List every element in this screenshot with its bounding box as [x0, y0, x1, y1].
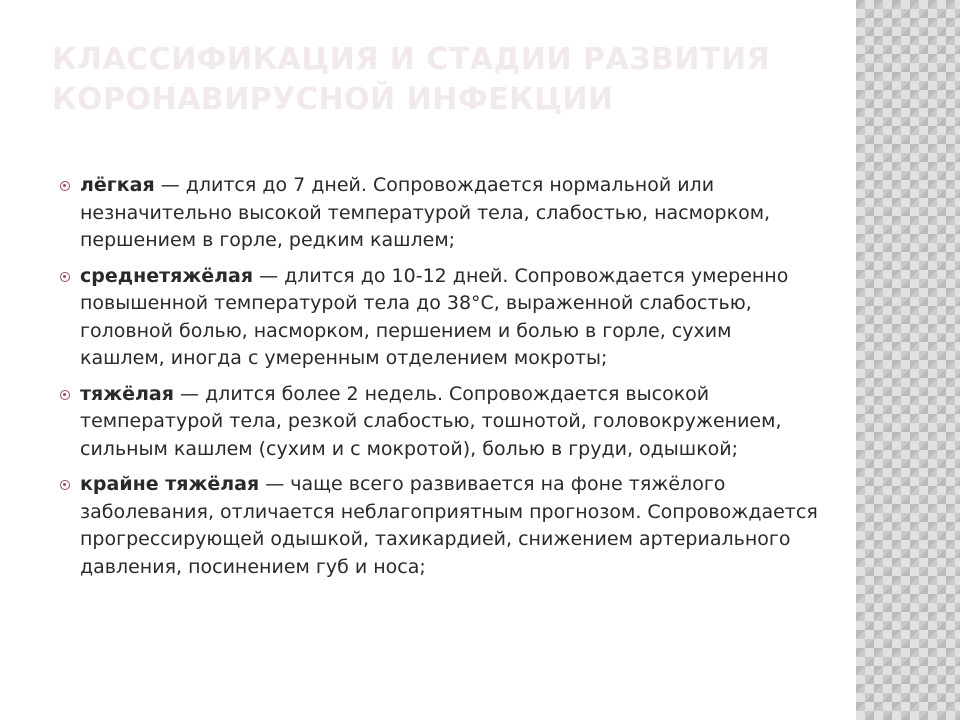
- slide-title: КЛАССИФИКАЦИЯ И СТАДИИ РАЗВИТИЯ КОРОНАВИРУСНОЙ ИНФЕКЦИИ: [52, 42, 771, 117]
- circle-bullet-icon: [60, 181, 70, 191]
- item-text: — длится до 7 дней. Сопровождается нормальной или незначительно высокой температурой тела, слабостью, насморком, першением в горле, редким кашлем;: [80, 174, 771, 251]
- item-text: — длится до 10-12 дней. Сопровождается умеренно повышенной температурой тела до 38°С, выраженной слабостью, головной болью, насморком, першением и болью в горле, сухим кашлем, иногда с умеренным отделением мокроты;: [80, 264, 789, 369]
- decorative-side-panel: [856, 0, 960, 720]
- item-text: — длится более 2 недель. Сопровождается высокой температурой тела, резкой слабостью, тошнотой, головокружением, сильным кашлем (сухим и с мокротой), болью в груди, одышкой;: [80, 382, 782, 460]
- list-item: [60, 471, 820, 581]
- item-term: лёгкая: [80, 174, 155, 196]
- circle-bullet-icon: [60, 390, 70, 400]
- circle-bullet-icon: [60, 272, 70, 282]
- item-term: тяжёлая: [80, 382, 174, 405]
- list-item: [60, 172, 820, 255]
- item-text: — чаще всего развивается на фоне тяжёлого заболевания, отличается неблагоприятным прогнозом. Сопровождается прогрессирующей одышкой, тахикардией, снижением артериального давления, посинением губ и носа;: [80, 473, 818, 578]
- list-item: [60, 263, 820, 373]
- item-term: среднетяжёлая: [80, 264, 254, 287]
- list-item: [60, 381, 820, 464]
- circle-bullet-icon: [60, 480, 70, 490]
- bullet-list: [60, 172, 820, 589]
- item-term: крайне тяжёлая: [80, 473, 260, 495]
